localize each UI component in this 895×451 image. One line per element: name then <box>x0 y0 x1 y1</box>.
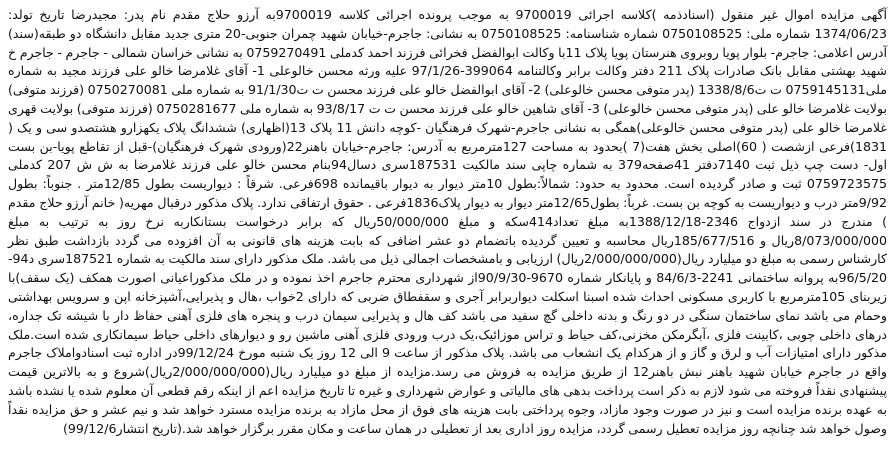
auction-notice-text: آگهی مزایده اموال غیر منقول (اسنادذمه )کلاسه اجرائی 9700019 به موجب پرونده اجرائی کلاسه 9700019به آرزو حلاج مقدم نام پدر: مجیدرضا تاریخ تولد: 1374/06/23 شماره ملی: 0750108525 شماره شناسنامه: 0750108525 به نشانی: جاجرم-خیابان شهید چمران جنوبی-20 متری جدید مقابل دانشگاه دو طبقه(سند) آدرس اعلامی: جاجرم- بلوار پویا روبروی هنرستان پویا پلاک 11با وکالت ابوالفضل فخرائی فرزند احمد کدملی 0759270491 به نشانی خراسان شمالی - جاجرم - جاجرم خ شهید بهشتی مقابل بانک صادرات پلاک 211 دفتر وکالت برابر وکالتنامه 399064-97/1/26 علیه ورثه محسن خالوعلی 1- آقای غلامرضا خالو علی فرزند مجید به شماره ملی0759145131 ت ت1338/8/6 (پدر متوفی محسن خالوعلی) 2- آقای ابوالفضل خالو علی فرزند محسن ت ت91/1/30 به شماره ملی 0750270081 (فرزند متوفی) بولایت غلامرضا خالو علی (پدر متوفی محسن خالوعلی) 3- آقای شاهین خالو علی فرزند محسن ت ت 93/8/17 به شماره ملی 0750281677 (فرزند متوفی) بولایت قهری غلامرضا خالو علی (پدر متوفی محسن خالوعلی)همگی به نشانی جاجرم-شهرک فرهنگیان -کوچه دانش 11 پلاک 13(اظهاری) ششدانگ پلاک یکهزارو هشتصدو سی و یک ( 1831)فرعی ازشصت ( 60)اصلی بخش هفت(7 )بحدود به مساحت 127مترمربع به آدرس: جاجرم-خیابان باهنر22(ورودی شهرک فرهنگیان)-قبل از تقاطع پویا-بن بست اول- دست چپ ذیل ثبت 7140دفتر 41صفحه379 به شماره چاپی سند مالکیت 187531سری دسال94بنام محسن خالو علی فرزند غلامرضا به ش ش 207 کدملی 0759723575 ثبت و صادر گردیده است. محدود به حدود: شمالاً:بطول 10متر دیوار به دیوار باقیمانده 698فرعی. شرقاً : دیواریست بطول 12/85متر . جنوباً: بطول 9/92متر درب و دیواریست به کوچه بن بست. غرباً: بطول12/65متر دیوار به دیوار پلاک1836فرعی . حقوق ارتفاقی ندارد. پلاک مذکور درقبال مهریه( خانم آرزو حلاج مقدم ) مندرج در سند ازدواج 2346-1388/12/18به مبلغ تعداد414سکه و مبلغ 50/000/000ریال که برابر درخواست بستانکاربه نرخ روز به ترتیب به مبلغ 8/073/000/000ریال و 185/677/516ریال محاسبه و تعیین گردیده باتضمام دو عشر اضافی که بابت هزینه های قانونی به آن افزوده می گردد بازداشت طبق نظر کارشناس رسمی به مبلغ دو میلیارد ریال(2/000/000/000ریال) ارزیابی و بامشخصات اجمالی ذیل می باشد. ملک مذکور دارای سند مالکیت به شماره 187521سری د94-96/5/20به پروانه ساختمانی 2241-84/6/3 و پایانکار شماره 9670-90/9/30از شهرداری محترم جاجرم اخذ نموده و در ملک مذکوراعیانی اصورت همکف (یک سقف)با زیربنای 105مترمربع با کاربری مسکونی احداث شده اسبنا اسکلت دیواربرابر آجری و سقفطاق ضربی که دارای 2خواب ،هال و پذیرایی،آشپزخانه اپن و سرویس بهداشتی وحمام می باشد نمای ساختمان سنگی در دو رنگ و بدنه داخلی گچ سفید می باشد کف هال و پذیرایی سیمان درب و پنجره های فلزی آهنی حفاظ دار با شیشه تک جداره، درهای داخلی چوبی ،کابینت فلزی ،آبگرمکن مخزنی،کف حیاط و تراس موزائیک،یک درب ورودی فلزی آهنی ماشین رو و دیوارهای داخلی حیاط سیمانکاری شده است.ملک مذکور دارای امتیازات آب و لرق و گاز و از هرکدام یک انشعاب می باشد. پلاک مذکور از ساعت 9 الی 12 روز یک شنبه مورخ 99/12/24در اداره ثبت اسنادواملاک جاجرم واقع در جاجرم خیابان شهید باهنر نبش باهنر12 از طریق مزایده به فروش می رسد.مزایده از مبلغ دو میلیارد ریال(2/000/000/000ریال)شروع و به بالاترین قیمت پیشنهادی نقداً فروخته می شود لازم به ذکر است پرداخت بدهی های مالیاتی و عوارض شهرداری و غیره تا تاریخ مزایده اعم از اینکه رقم قطعی آن معلوم شده یا نشده باشد به عهده برنده مزایده است و نیز در صورت وجود مازاد، وجوه پرداختی بابت هزینه های فوق از محل مازاد به برنده مزایده مسترد خواهد شد و نیم عشر و حق مزایده نقداً وصول خواهد شد چنانچه روز مزایده تعطیل رسمی گردد، مزایده روز اداری بعد از تعطیلی در همان ساعت و مکان مقرر برگزار خواهد شد.(تاریخ انتشار99/12/6) <box>8 7 888 436</box>
